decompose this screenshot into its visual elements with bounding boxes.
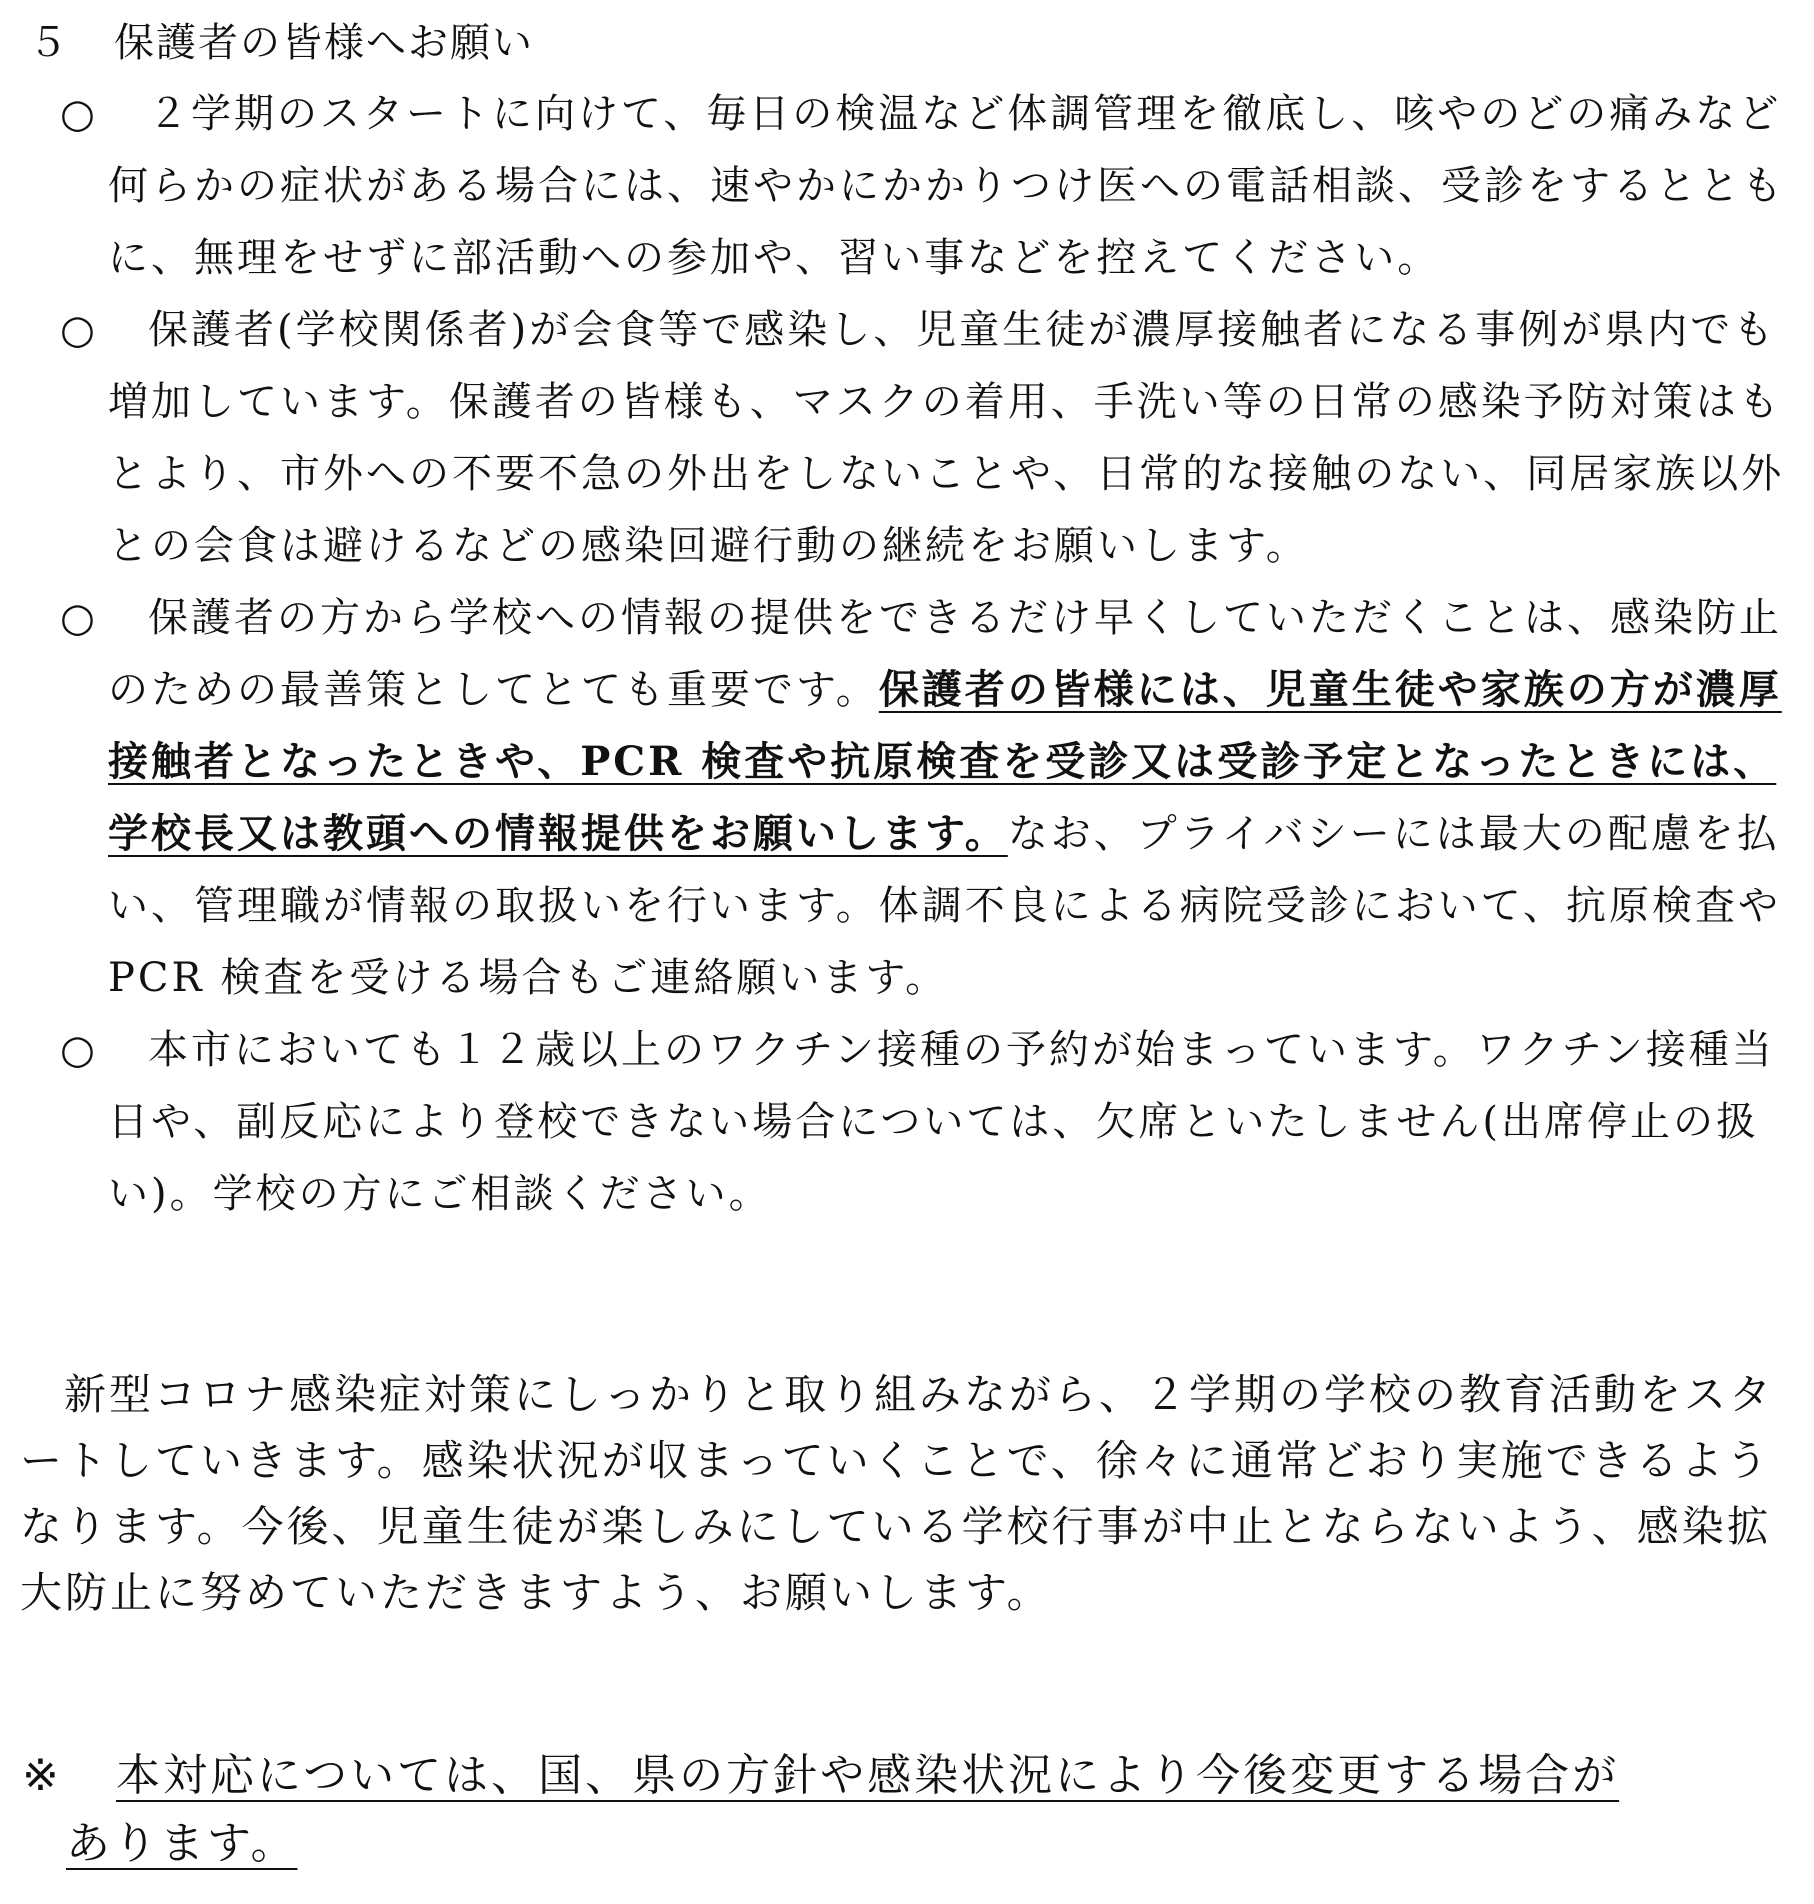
section-title: 保護者の皆様へお願い (114, 20, 534, 66)
request-item-3 (60, 582, 1788, 1014)
closing-paragraph (20, 1362, 1780, 1626)
request-text-2: 保護者(学校関係者)が会食等で感染し、児童生徒が濃厚接触者になる事例が県内でも増加しています。保護者の皆様も、マスクの着用、手洗い等の日常の感染予防対策はもとより、市外への不要不急の外出をしないことや、日常的な接触のない、同居家族以外との会食は避けるなどの感染回避行動の継続をお願いします。 (108, 307, 1785, 569)
circle-bullet-icon: ○ (60, 595, 98, 641)
section-number: ５ (28, 20, 70, 66)
request-text-3-before: 保護者の方から学校への情報の提供をできるだけ早くしていただくことは、感染防止のための最善策としてとても重要です。 (108, 595, 1782, 713)
request-text-3-after: なお、プライバシーには最大の配慮を払い、管理職が情報の取扱いを行います。体調不良による病院受診において、抗原検査やPCR 検査を受ける場合もご連絡願います。 (108, 811, 1781, 1001)
circle-bullet-icon: ○ (60, 1027, 98, 1073)
reference-mark-icon: ※ (22, 1750, 62, 1801)
footnote-line-1: 本対応については、国、県の方針や感染状況により今後変更する場合が (116, 1750, 1620, 1801)
closing-text: 新型コロナ感染症対策にしっかりと取り組みながら、２学期の学校の教育活動をスタートしていきます。感染状況が収まっていくことで、徐々に通常どおり実施できるようなります。今後、児童生徒が楽しみにしている学校行事が中止とならないよう、感染拡大防止に努めていただきますよう、お願いします。 (20, 1370, 1775, 1617)
request-item-2 (60, 294, 1788, 582)
footnote-line-2: あります。 (66, 1818, 298, 1869)
request-item-4 (60, 1014, 1788, 1230)
section-heading (28, 14, 534, 72)
circle-bullet-icon: ○ (60, 307, 98, 353)
request-item-1 (60, 78, 1788, 294)
request-text-3-underlined: 保護者の皆様には、児童生徒や家族の方が濃厚接触者となったときや、PCR 検査や抗原検査を受診又は受診予定となったときには、学校長又は教頭への情報提供をお願いします。 (108, 666, 1782, 857)
request-text-1: ２学期のスタートに向けて、毎日の検温など体調管理を徹底し、咳やのどの痛みなど何らかの症状がある場合には、速やかにかかりつけ医への電話相談、受診をするとともに、無理をせずに部活動への参加や、習い事などを控えてください。 (108, 91, 1785, 281)
circle-bullet-icon: ○ (60, 91, 98, 137)
request-text-4: 本市においても１２歳以上のワクチン接種の予約が始まっています。ワクチン接種当日や、副反応により登校できない場合については、欠席といたしません(出席停止の扱い)。学校の方にご相談ください。 (108, 1027, 1775, 1217)
footnote (22, 1742, 1782, 1878)
